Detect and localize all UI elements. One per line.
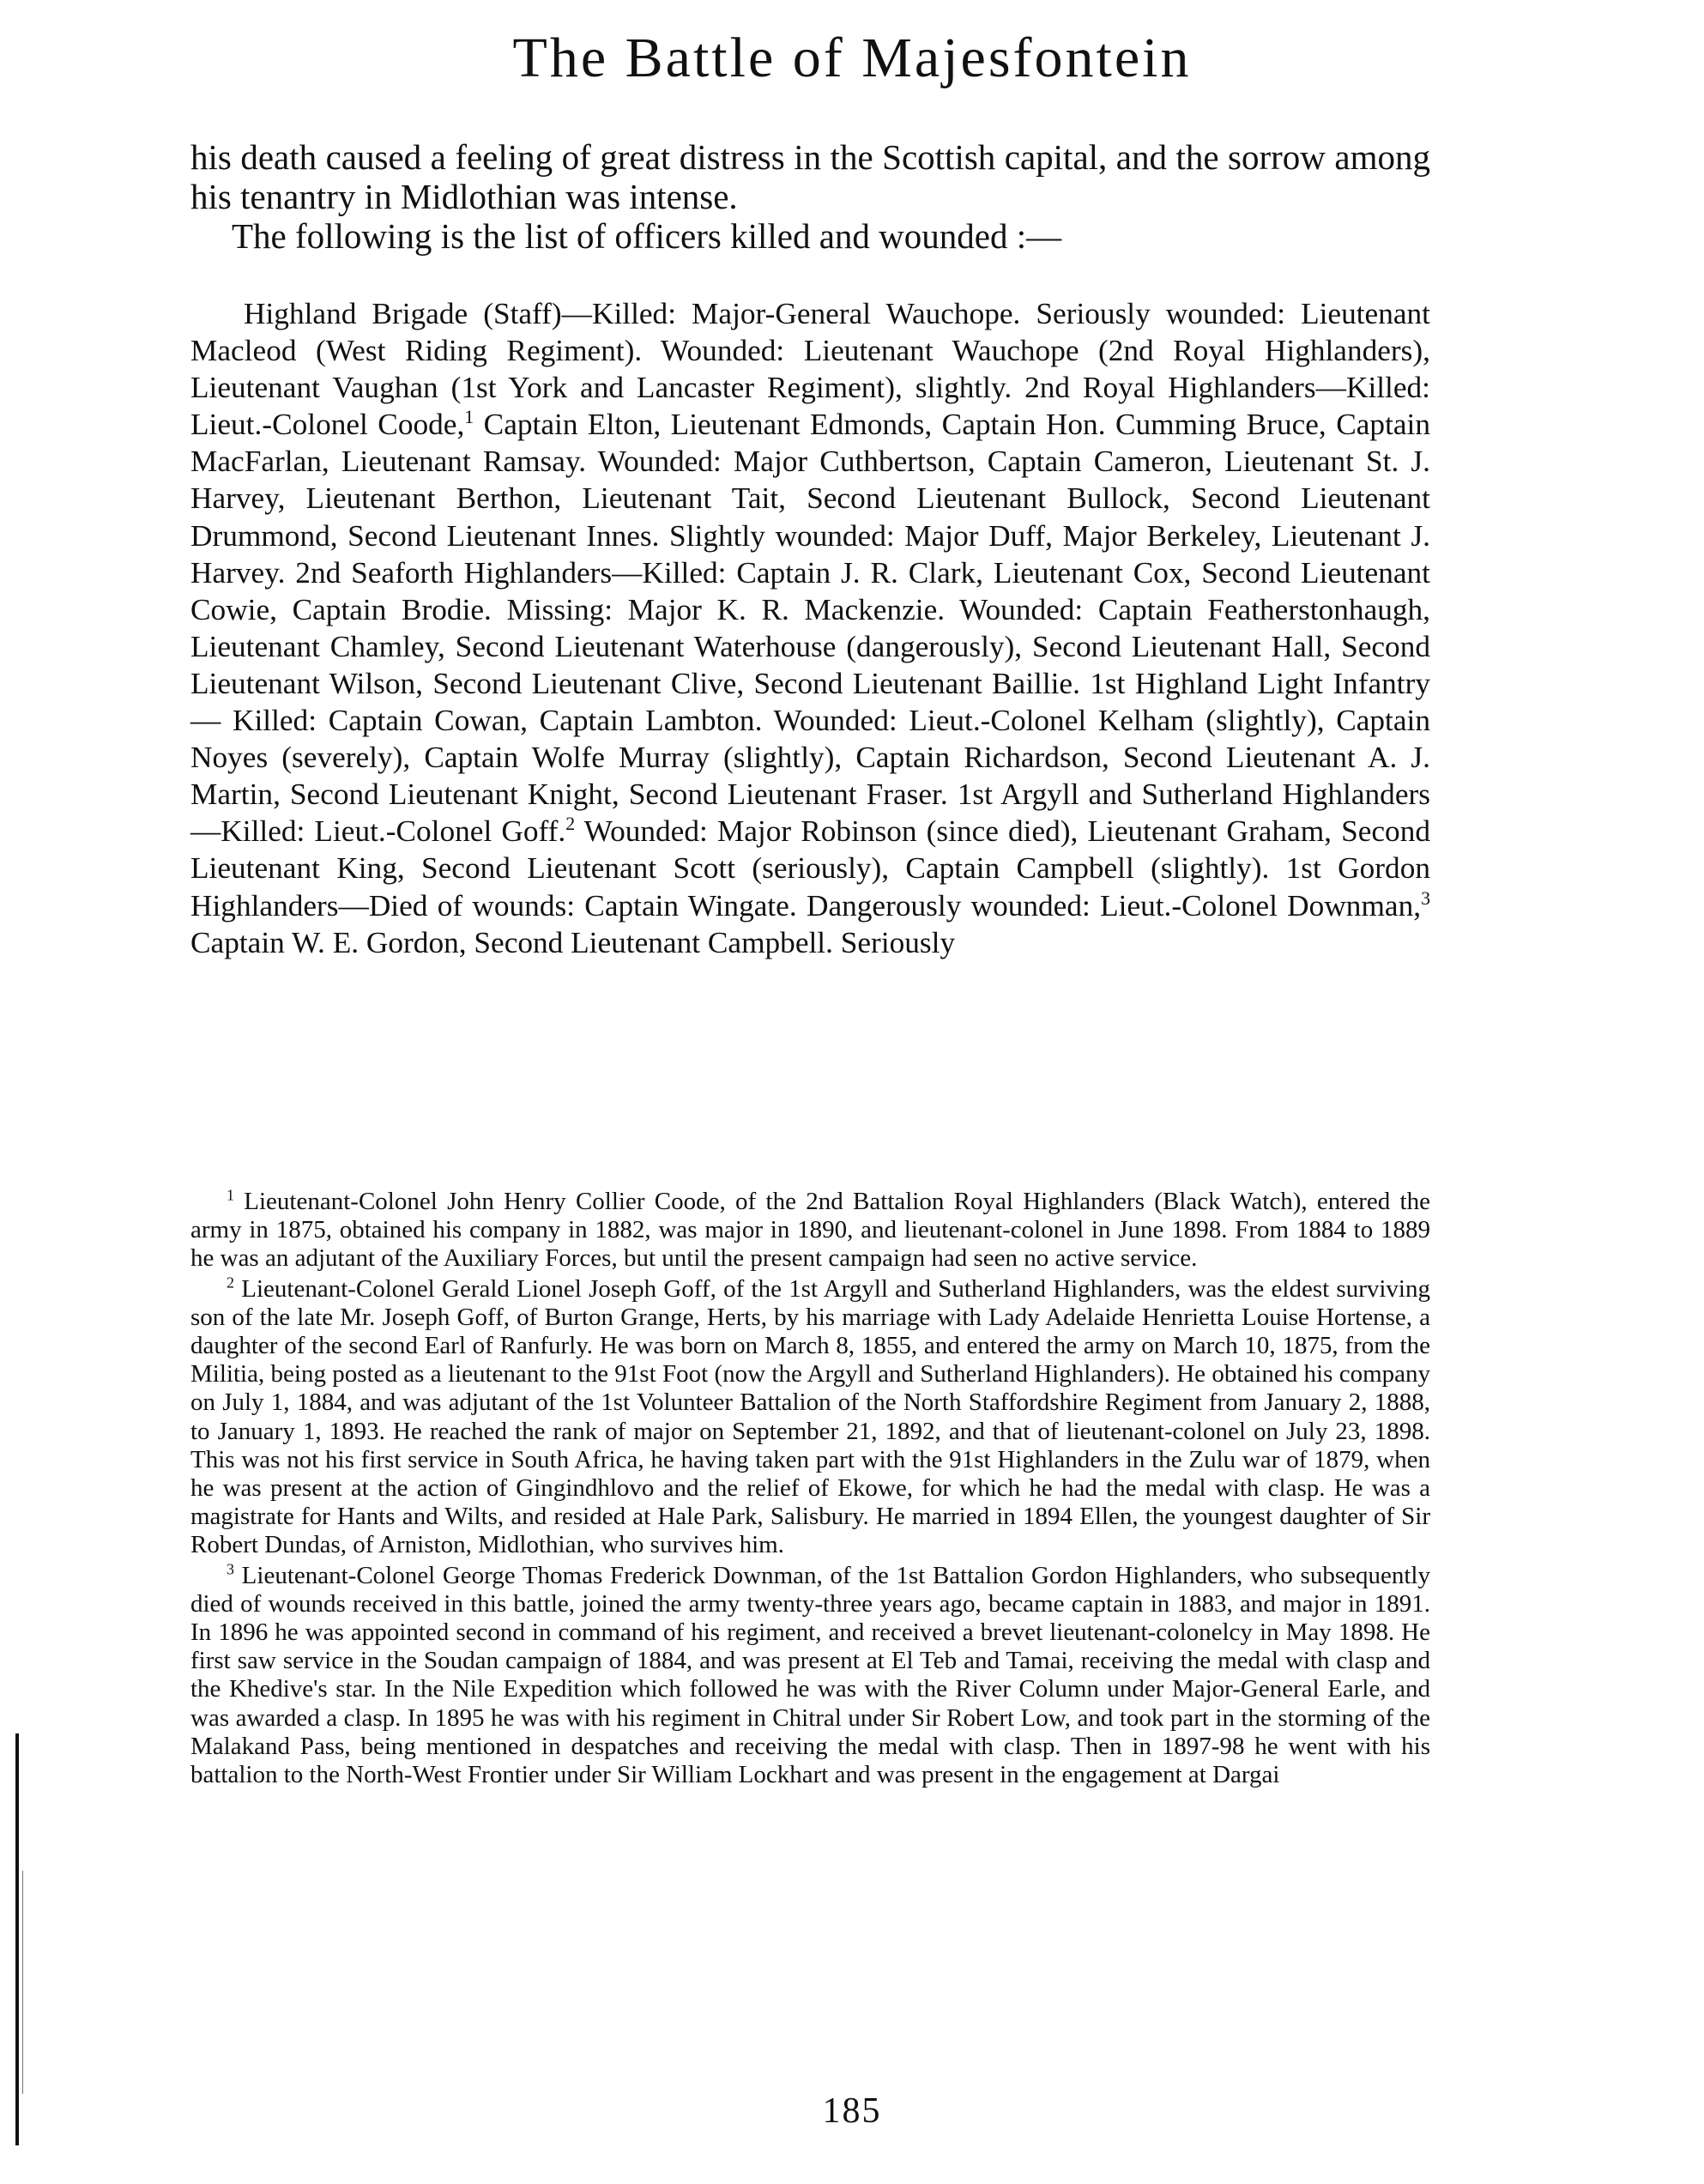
footnote-text: Lieutenant-Colonel John Henry Collier Coode, of the 2nd Battalion Royal Highlanders (Black Watch), entered the army in 1875, obtained his company in 1882, was major in 1890, and lieutenant-colonel in June 1898. From 1884 to 1889 he was an adjutant of the Auxiliary Forces, but until the present campaign had seen no active service. bbox=[190, 1188, 1430, 1273]
casualty-text: Captain Elton, Lieutenant Edmonds, Captain Hon. Cumming Bruce, Captain MacFarlan, Lieutenant Ramsay. Wounded: Major Cuthbertson, Captain Cameron, Lieutenant St. J. Harvey, Lieutenant Berthon, Lieutenant Tait, Second Lieutenant Bullock, Second Lieutenant Drummond, Second Lieutenant Innes. Slightly wounded: Major Duff, Major Berkeley, Lieutenant J. Harvey. 2nd Seaforth Highlanders—Killed: Captain J. R. Clark, Lieutenant Cox, Second Lieutenant Cowie, Captain Brodie. Missing: Major K. R. Mackenzie. Wounded: Captain Featherstonhaugh, Lieutenant Chamley, Second Lieutenant Waterhouse (dangerously), Second Lieutenant Hall, Second Lieutenant Wilson, Second Lieutenant Clive, Second Lieutenant Baillie. 1st Highland Light Infantry — Killed: Captain Cowan, Captain Lambton. Wounded: Lieut.-Colonel Kelham (slightly), Captain Noyes (severely), Captain Wolfe Murray (slightly), Captain Richardson, Second Lieutenant A. J. Martin, Second Lieutenant Knight, Second Lieutenant Fraser. 1st Argyll and Sutherland Highlanders—Killed: Lieut.-Colonel Goff. bbox=[190, 408, 1430, 849]
casualty-text: Wounded: Major Robinson (since died), Lieutenant Graham, Second Lieutenant King, Second Lieutenant Scott (seriously), Captain Campbell (slightly). 1st Gordon Highlanders—Died of wounds: Captain Wingate. Dangerously wounded: Lieut.-Colonel Downman, bbox=[190, 814, 1430, 923]
casualty-text: Highland Brigade (Staff)—Killed: Major-General Wauchope. Seriously wounded: Lieutenant Macleod (West Riding Regiment). Wounded: Lieutenant Wauchope (2nd Royal Highlanders), Lieutenant Vaughan (1st York and Lancaster Regiment), slightly. 2nd Royal Highlanders—Killed: Lieut.-Colonel Coode, bbox=[190, 297, 1430, 442]
casualty-text: Captain W. E. Gordon, Second Lieutenant Campbell. Seriously bbox=[190, 925, 956, 959]
footnote-text: Lieutenant-Colonel George Thomas Frederick Downman, of the 1st Battalion Gordon Highlanders, who subsequently died of wounds received in this battle, joined the army twenty-three years ago, became captain in 1883, and major in 1891. In 1896 he was appointed second in command of his regiment, and received a brevet lieutenant-colonelcy in May 1898. He first saw service in the Soudan campaign of 1884, and was present at El Teb and Tamai, receiving the medal with clasp and the Khedive's star. In the Nile Expedition which followed he was with the River Column under Major-General Earle, and was awarded a clasp. In 1895 he was with his regiment in Chitral under Sir Robert Low, and took part in the storming of the Malakand Pass, being mentioned in despatches and receiving the medal with clasp. Then in 1897-98 he went with his battalion to the North-West Frontier under Sir William Lockhart and was present in the engagement at Dargai bbox=[190, 1561, 1430, 1789]
intro-paragraph: his death caused a feeling of great distress in the Scottish capital, and the sorrow among his tenantry in Midlothian was intense. bbox=[190, 137, 1430, 216]
intro-text bbox=[190, 137, 1430, 256]
footnote-ref-3: 3 bbox=[1421, 887, 1430, 909]
footnote-2 bbox=[190, 1275, 1430, 1560]
page-title: The Battle of Majesfontein bbox=[512, 27, 1192, 89]
footnote-text: Lieutenant-Colonel Gerald Lionel Joseph Goff, of the 1st Argyll and Sutherland Highlanders, was the eldest surviving son of the late Mr. Joseph Goff, of Burton Grange, Herts, by his marriage with Lady Adelaide Henrietta Louise Hortense, a daughter of the second Earl of Ranfurly. He was born on March 8, 1855, and entered the army on March 10, 1875, from the Militia, being posted as a lieutenant to the 91st Foot (now the Argyll and Sutherland Highlanders). He obtained his company on July 1, 1884, and was adjutant of the 1st Volunteer Battalion of the North Staffordshire Regiment from January 2, 1888, to January 1, 1893. He reached the rank of major on September 21, 1892, and that of lieutenant-colonel on July 23, 1898. This was not his first service in South Africa, he having taken part with the 91st Highlanders in the Zulu war of 1879, when he was present at the action of Gingindhlovo and the relief of Ekowe, for which he had the medal with clasp. He was a magistrate for Hants and Wilts, and resided at Hale Park, Salisbury. He married in 1894 Ellen, the youngest daughter of Sir Robert Dundas, of Arniston, Midlothian, who survives him. bbox=[190, 1274, 1430, 1559]
margin-rule-thin bbox=[22, 1871, 23, 2094]
footnote-ref-2: 2 bbox=[565, 814, 576, 835]
footnote-marker: 1 bbox=[227, 1186, 234, 1204]
page-number: 185 bbox=[822, 2091, 882, 2131]
footnote-3 bbox=[190, 1559, 1430, 1790]
footnote-1 bbox=[190, 1188, 1430, 1273]
list-introduction: The following is the list of officers killed and wounded :— bbox=[232, 216, 1062, 256]
footnote-ref-1: 1 bbox=[464, 407, 474, 428]
footnote-marker: 3 bbox=[227, 1559, 234, 1577]
margin-rule bbox=[15, 1733, 19, 2145]
footnotes bbox=[190, 1188, 1430, 1791]
footnote-marker: 2 bbox=[227, 1273, 234, 1291]
casualty-list bbox=[190, 295, 1430, 961]
